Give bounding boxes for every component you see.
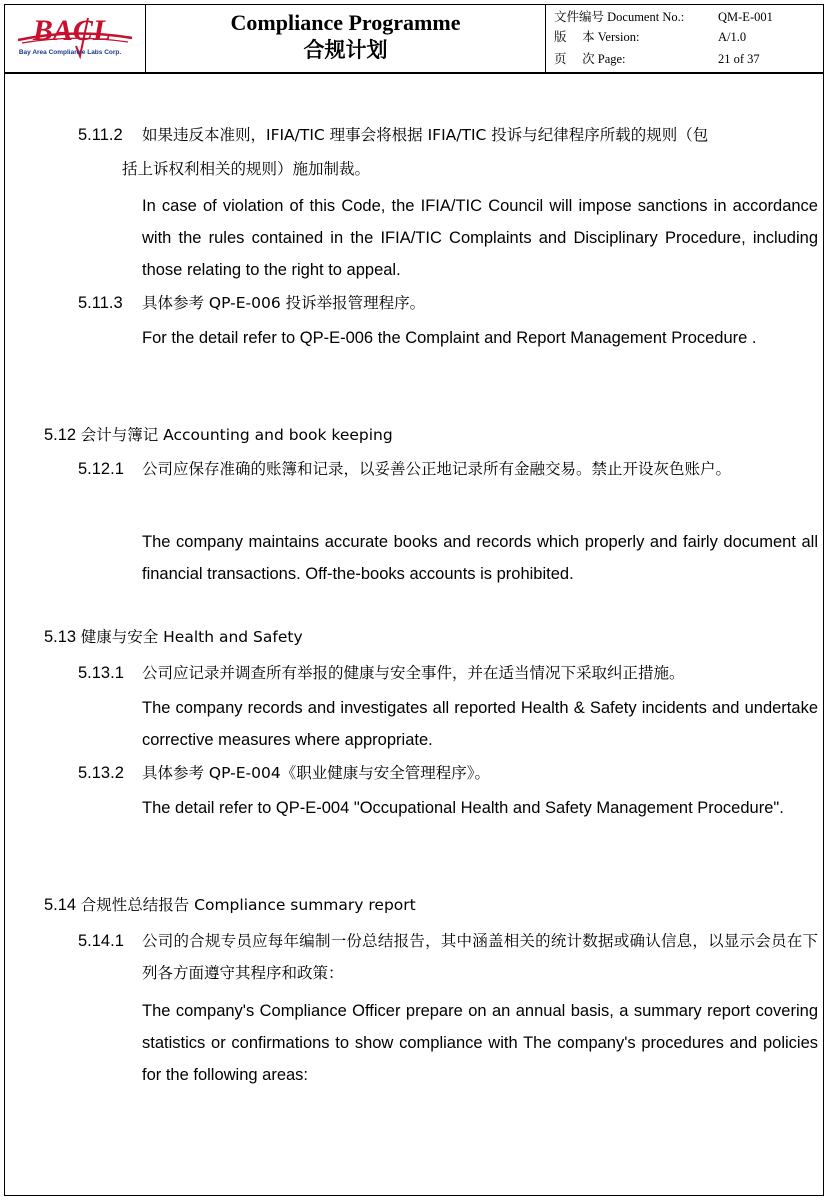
bacl-logo [14,10,136,62]
document-header [4,4,824,74]
section-heading [44,626,303,648]
heading-number: 5.14 [44,896,77,914]
section-text-zh: 公司的合规专员应每年编制一份总结报告，其中涵盖相关的统计数据或确认信息，以显示会员在下列各方面遵守其程序和政策： [142,932,818,982]
svg-text:Bay Area Compliance Labs Corp.: Bay Area Compliance Labs Corp. [18,49,122,56]
section-number: 5.13.1 [78,664,124,682]
heading-number: 5.13 [44,628,77,646]
section-text-zh: 公司应保存准确的账簿和记录，以妥善公正地记录所有金融交易。禁止开设灰色账户。 [142,460,732,478]
meta-document-no: 文件编号 Document No.: QM-E-001 [554,10,773,24]
section-text-zh: 具体参考 QP-E-006 投诉举报管理程序。 [142,294,426,312]
heading-title: 合规性总结报告 Compliance summary report [80,896,416,914]
title-cell [146,4,546,72]
logo-cell [4,4,146,72]
svg-text:BACL: BACL [32,14,112,47]
section-text-en: The company maintains accurate books and records which properly and fairly document all financial transactions. Off-the-books accounts is prohibited. [142,533,818,583]
section-number: 5.11.3 [78,294,123,312]
section-number: 5.11.2 [78,126,123,144]
document-title-zh: 合规计划 [303,38,388,62]
section-text-zh: 具体参考 QP-E-004《职业健康与安全管理程序》。 [142,764,490,782]
section-text-en: In case of violation of this Code, the IFIA/TIC Council will impose sanctions in accordance with the rules contained in the IFIA/TIC Complaints and Disciplinary Procedure, including those relating to the right to appeal. [142,197,818,279]
heading-number: 5.12 [44,426,77,444]
heading-title: 会计与簿记 Accounting and book keeping [80,426,393,444]
section-text-en: The detail refer to QP-E-004 "Occupational Health and Safety Management Procedure". [142,799,784,817]
meta-page: 页 次 Page: 21 of 37 [554,52,760,66]
section-text-zh: 括上诉权利相关的规则）施加制裁。 [122,160,371,178]
section-text-zh: 如果违反本准则，IFIA/TIC 理事会将根据 IFIA/TIC 投诉与纪律程序所载的规则（包 [142,126,709,144]
section-heading [44,894,416,916]
section-heading [44,424,393,446]
meta-version: 版 本 Version: A/1.0 [554,30,747,44]
heading-title: 健康与安全 Health and Safety [80,628,303,646]
section-text-en: For the detail refer to QP-E-006 the Complaint and Report Management Procedure . [142,329,757,347]
section-number: 5.12.1 [78,460,124,478]
section-number: 5.14.1 [78,932,124,950]
document-title-en: Compliance Programme [230,10,461,35]
meta-cell [546,4,824,72]
section-text-en: The company's Compliance Officer prepare on an annual basis, a summary report covering statistics or confirmations to show compliance with The company's procedures and policies for the following areas: [142,1002,818,1084]
section-text-en: The company records and investigates all reported Health & Safety incidents and undertake corrective measures where appropriate. [142,699,818,749]
section-number: 5.13.2 [78,764,124,782]
section-text-zh: 公司应记录并调查所有举报的健康与安全事件，并在适当情况下采取纠正措施。 [142,664,685,682]
